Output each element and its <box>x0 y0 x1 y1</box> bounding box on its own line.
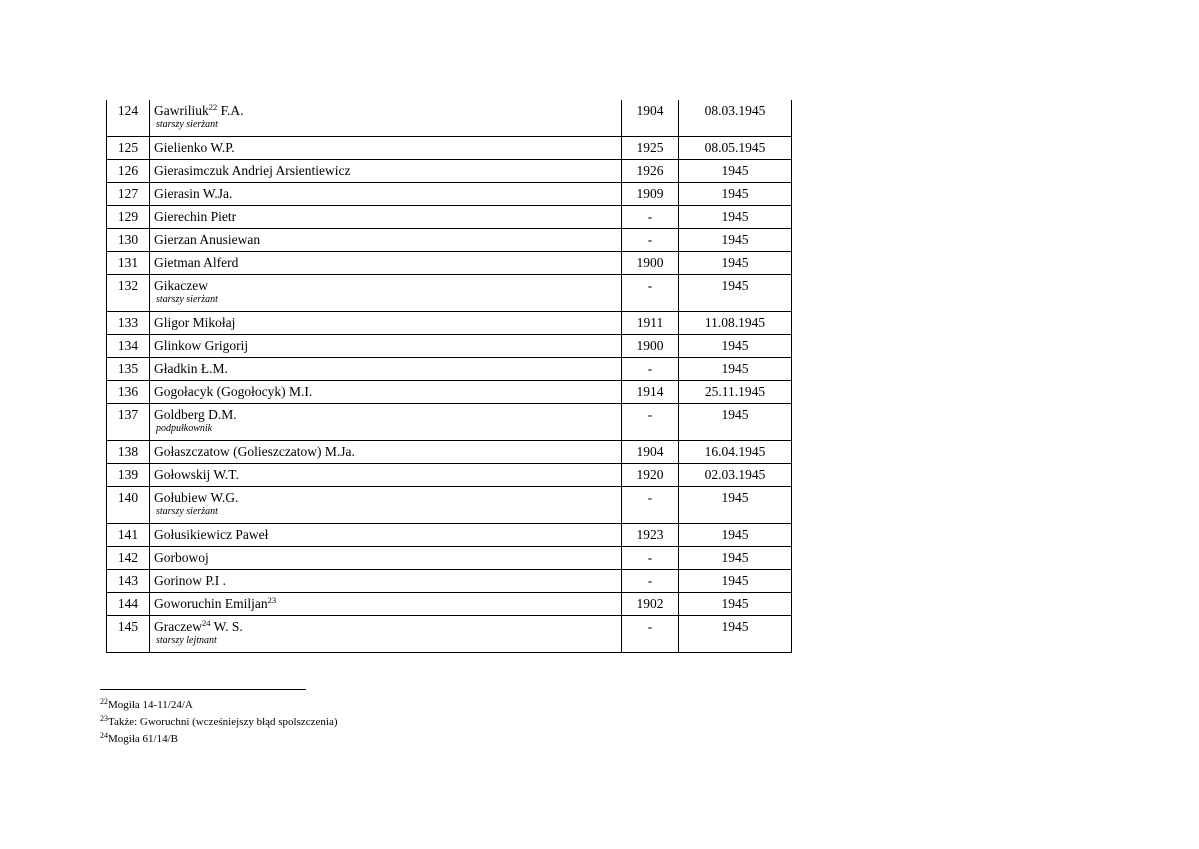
person-name: Gietman Alferd <box>150 252 622 275</box>
death-date: 1945 <box>679 206 792 229</box>
military-rank: starszy sierżant <box>156 294 218 305</box>
table-row <box>107 137 792 160</box>
death-date: 08.05.1945 <box>679 137 792 160</box>
footnote-separator <box>100 689 306 690</box>
entry-number: 144 <box>107 593 150 616</box>
death-date: 1945 <box>679 524 792 547</box>
table-row <box>107 441 792 464</box>
military-rank: starszy sierżant <box>156 119 218 130</box>
birth-year: 1904 <box>622 441 679 464</box>
death-date: 11.08.1945 <box>679 312 792 335</box>
death-date: 08.03.1945 <box>679 100 792 137</box>
birth-year: - <box>622 275 679 312</box>
table-row <box>107 100 792 137</box>
person-name: Goworuchin Emiljan <box>154 596 268 611</box>
birth-year: - <box>622 616 679 653</box>
table-row <box>107 160 792 183</box>
person-name: Gołaszczatow (Golieszczatow) M.Ja. <box>150 441 622 464</box>
entry-number: 143 <box>107 570 150 593</box>
table-row <box>107 570 792 593</box>
footnote <box>100 697 338 714</box>
footnotes <box>100 697 338 748</box>
person-name-cell <box>150 275 622 312</box>
birth-year: 1900 <box>622 335 679 358</box>
entry-number: 145 <box>107 616 150 653</box>
person-name: Glinkow Grigorij <box>150 335 622 358</box>
death-date: 1945 <box>679 183 792 206</box>
table-row <box>107 464 792 487</box>
footnote-mark: 23 <box>100 714 108 723</box>
entry-number: 127 <box>107 183 150 206</box>
table-row <box>107 593 792 616</box>
death-date: 1945 <box>679 252 792 275</box>
person-name: Gierzan Anusiewan <box>150 229 622 252</box>
person-name-cell <box>150 100 622 137</box>
footnote-text: Mogiła 14-11/24/A <box>108 699 193 711</box>
entry-number: 132 <box>107 275 150 312</box>
entry-number: 138 <box>107 441 150 464</box>
entry-number: 124 <box>107 100 150 137</box>
footnote-ref: 24 <box>201 618 211 628</box>
person-name-cell <box>150 487 622 524</box>
death-date: 1945 <box>679 547 792 570</box>
person-name: Gołowskij W.T. <box>150 464 622 487</box>
person-name: Gligor Mikołaj <box>150 312 622 335</box>
entry-number: 136 <box>107 381 150 404</box>
death-date: 02.03.1945 <box>679 464 792 487</box>
death-date: 1945 <box>679 335 792 358</box>
birth-year: 1914 <box>622 381 679 404</box>
birth-year: - <box>622 487 679 524</box>
entry-number: 133 <box>107 312 150 335</box>
table-row <box>107 381 792 404</box>
person-name-cell <box>150 616 622 653</box>
person-name: Gorinow P.I . <box>150 570 622 593</box>
person-name: Gielienko W.P. <box>150 137 622 160</box>
footnote-mark: 24 <box>100 731 108 740</box>
death-date: 1945 <box>679 570 792 593</box>
person-name: Gogołacyk (Gogołocyk) M.I. <box>150 381 622 404</box>
table-row <box>107 335 792 358</box>
birth-year: - <box>622 547 679 570</box>
entry-number: 139 <box>107 464 150 487</box>
birth-year: - <box>622 206 679 229</box>
person-name: Gierasin W.Ja. <box>150 183 622 206</box>
person-name: Gawriliuk <box>154 103 209 118</box>
death-date: 1945 <box>679 593 792 616</box>
person-name: Gołubiew W.G. <box>154 490 239 505</box>
entry-number: 134 <box>107 335 150 358</box>
footnote-text: Także: Gworuchni (wcześniejszy błąd spolszczenia) <box>108 716 338 728</box>
person-name: Gierechin Pietr <box>150 206 622 229</box>
entry-number: 142 <box>107 547 150 570</box>
table-row <box>107 547 792 570</box>
birth-year: 1904 <box>622 100 679 137</box>
footnote-ref: 22 <box>208 102 218 112</box>
table-row <box>107 229 792 252</box>
footnote-text: Mogiła 61/14/B <box>108 733 178 745</box>
birth-year: - <box>622 404 679 441</box>
entry-number: 125 <box>107 137 150 160</box>
death-date: 1945 <box>679 275 792 312</box>
military-rank: starszy lejtnant <box>156 635 217 646</box>
death-date: 1945 <box>679 487 792 524</box>
entry-number: 140 <box>107 487 150 524</box>
entry-number: 141 <box>107 524 150 547</box>
death-date: 25.11.1945 <box>679 381 792 404</box>
person-name: Gorbowoj <box>150 547 622 570</box>
entry-number: 130 <box>107 229 150 252</box>
entry-number: 126 <box>107 160 150 183</box>
birth-year: - <box>622 229 679 252</box>
person-name-cell <box>150 593 622 616</box>
person-initials: F.A. <box>217 103 244 118</box>
birth-year: 1911 <box>622 312 679 335</box>
burial-register-table <box>106 100 792 653</box>
birth-year: 1902 <box>622 593 679 616</box>
table-row <box>107 404 792 441</box>
person-name: Gikaczew <box>154 278 208 293</box>
footnote <box>100 714 338 731</box>
person-name-cell <box>150 404 622 441</box>
death-date: 1945 <box>679 229 792 252</box>
military-rank: starszy sierżant <box>156 506 218 517</box>
person-name: Graczew <box>154 619 202 634</box>
person-name: Goldberg D.M. <box>154 407 237 422</box>
birth-year: - <box>622 570 679 593</box>
birth-year: - <box>622 358 679 381</box>
entry-number: 129 <box>107 206 150 229</box>
table-row <box>107 616 792 653</box>
person-initials: W. S. <box>210 619 243 634</box>
table-row <box>107 206 792 229</box>
table-row <box>107 358 792 381</box>
table-row <box>107 183 792 206</box>
death-date: 1945 <box>679 160 792 183</box>
person-name: Gładkin Ł.M. <box>150 358 622 381</box>
death-date: 1945 <box>679 358 792 381</box>
death-date: 16.04.1945 <box>679 441 792 464</box>
table-row <box>107 487 792 524</box>
death-date: 1945 <box>679 616 792 653</box>
entry-number: 137 <box>107 404 150 441</box>
birth-year: 1909 <box>622 183 679 206</box>
entry-number: 135 <box>107 358 150 381</box>
birth-year: 1925 <box>622 137 679 160</box>
birth-year: 1926 <box>622 160 679 183</box>
birth-year: 1900 <box>622 252 679 275</box>
person-name: Gierasimczuk Andriej Arsientiewicz <box>150 160 622 183</box>
entry-number: 131 <box>107 252 150 275</box>
table-row <box>107 524 792 547</box>
person-name: Gołusikiewicz Paweł <box>150 524 622 547</box>
footnote-mark: 22 <box>100 697 108 706</box>
table-row <box>107 312 792 335</box>
military-rank: podpułkownik <box>156 423 213 434</box>
birth-year: 1920 <box>622 464 679 487</box>
death-date: 1945 <box>679 404 792 441</box>
table-row <box>107 275 792 312</box>
birth-year: 1923 <box>622 524 679 547</box>
table-row <box>107 252 792 275</box>
footnote-ref: 23 <box>267 595 277 605</box>
footnote <box>100 731 338 748</box>
table-body <box>107 100 792 653</box>
